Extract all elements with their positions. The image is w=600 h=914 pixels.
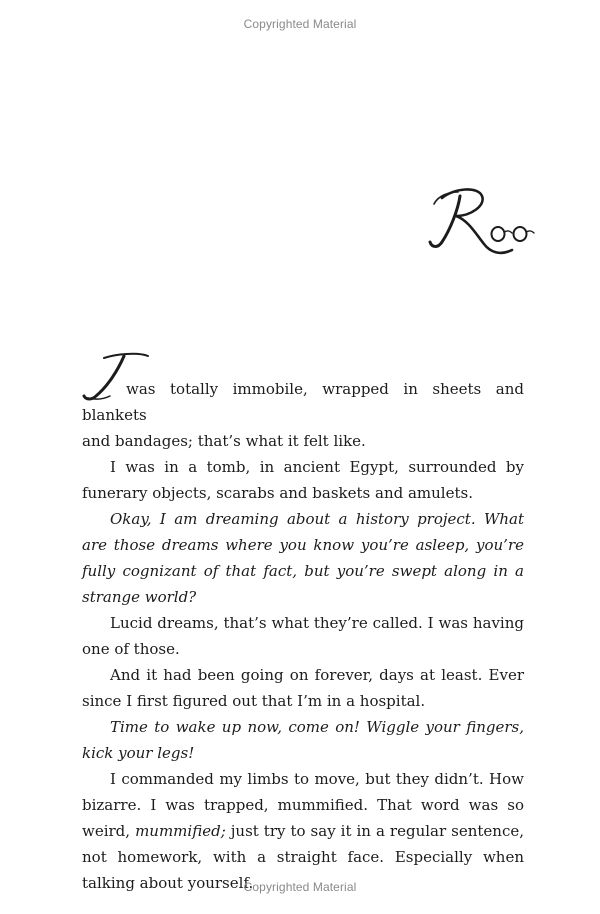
paragraph-3-italic: Okay, I am dreaming about a history project. What are those dreams where you know you’re asleep, you’re fully cognizant of that fact, but you’re swept along in a strange world?: [82, 510, 524, 606]
copyright-watermark-top: Copyrighted Material: [243, 17, 357, 31]
paragraph-7-start: I commanded my limbs to move, but they didn’t. How bizarre. I was trapped, mummified. That word was so weird,: [82, 770, 524, 840]
paragraph-7: [82, 766, 524, 896]
paragraph-1: [82, 352, 524, 454]
chapter-title-text: Roo: [420, 176, 422, 177]
paragraph-7-end: just try to say it in a regular sentence, not homework, with a straight face. Especially when talking about yourself.: [82, 822, 524, 892]
paragraph-2: I was in a tomb, in ancient Egypt, surrounded by funerary objects, scarabs and baskets and amulets.: [82, 458, 524, 502]
copyright-watermark-bottom: Copyrighted Material: [243, 880, 357, 894]
paragraph-1-line-1: was totally immobile, wrapped in sheets and blankets: [82, 380, 524, 424]
paragraph-6-italic: Time to wake up now, come on! Wiggle your fingers, kick your legs!: [82, 718, 524, 762]
drop-cap: [82, 352, 152, 402]
chapter-body: [82, 352, 524, 896]
paragraph-1-line-2: and bandages; that’s what it felt like.: [82, 432, 366, 450]
chapter-title: [420, 176, 540, 266]
paragraph-4: Lucid dreams, that’s what they’re called. I was having one of those.: [82, 614, 524, 658]
drop-cap-letter: I: [82, 352, 83, 353]
paragraph-5: And it had been going on forever, days at least. Ever since I first figured out that I’m in a hospital.: [82, 666, 524, 710]
paragraph-7-emphasis: mummified;: [135, 822, 226, 840]
